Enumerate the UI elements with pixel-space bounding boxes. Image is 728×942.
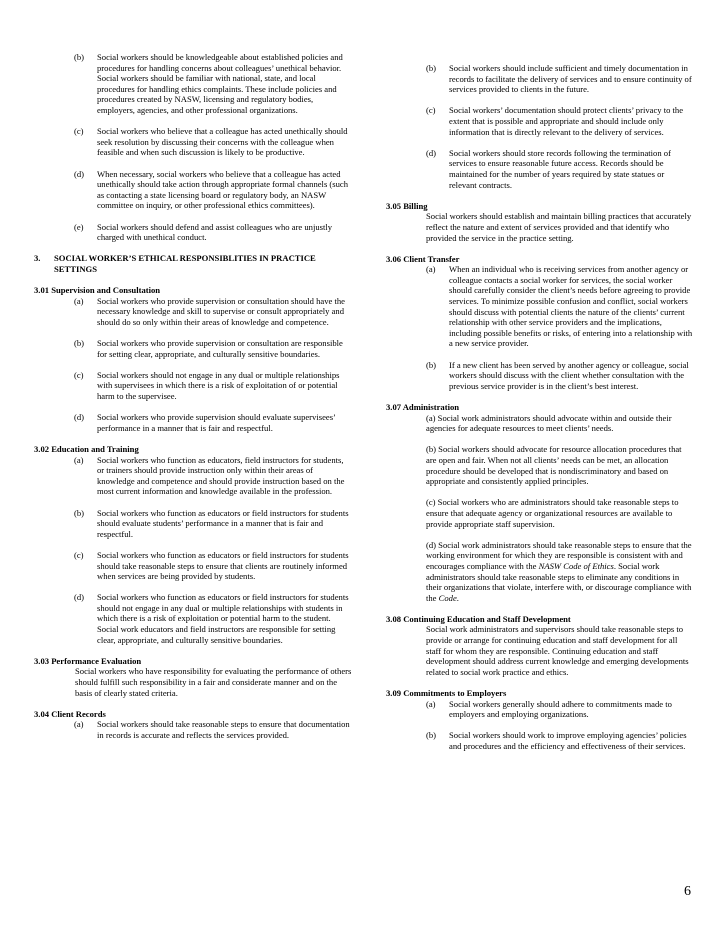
- paragraph: (a) Social work administrators should advocate within and outside their agencies for adequate resources to meet clients’ needs.: [426, 412, 672, 434]
- section-heading: 3.02 Education and Training: [34, 443, 139, 454]
- list-item: (d) Social workers who provide supervision should evaluate supervisees’ performance in a manner that is fair and respectful.: [74, 412, 336, 433]
- paragraph: Social workers who have responsibility for evaluating the performance of others should fulfill such responsibility in a fair and considerate manner and on the basis of clearly stated criteria.: [75, 666, 352, 698]
- paragraph: Social work administrators and supervisors should take reasonable steps to provide or arrange for continuing education and staff development for all staff for whom they are responsible. Continuing education and staff development should address current knowledge and emerging developments related to social work practice and ethics.: [426, 624, 689, 677]
- right-column: [386, 63, 694, 762]
- list-item: (d) When necessary, social workers who believe that a colleague has acted unethically should take action through appropriate formal channels (such as contacting a state licensing board or regulatory body, an NASW committee on inquiry, or other professional ethics committees).: [74, 168, 349, 211]
- list-item: (b) Social workers who provide supervision or consultation are responsible for setting clear, appropriate, and culturally sensitive boundaries.: [74, 338, 343, 359]
- list-item: (a) Social workers generally should adhere to commitments made to employers and employing organizations.: [426, 698, 672, 720]
- list-item: (d) Social workers who function as educators or field instructors for students should not engage in any dual or multiple relationships with students in which there is a risk of exploitation or potential harm to the student. Social work educators and field instructors are responsible for setting clear, appropriate, and culturally sensitive boundaries.: [74, 592, 349, 645]
- list-item: (b) Social workers who function as educators or field instructors for students should evaluate students’ performance in a manner that is fair and respectful.: [74, 507, 349, 539]
- section-heading: 3.08 Continuing Education and Staff Development: [386, 613, 571, 624]
- list-item: (b) Social workers should be knowledgeable about established policies and procedures for handling concerns about colleagues’ unethical behavior. Social workers should be familiar with national, state, and local procedures for handling ethics complaints. These include policies and procedures created by NASW, licensing and regulatory bodies, employers, agencies, and other professional organizations.: [74, 52, 343, 115]
- paragraph: Social workers should establish and maintain billing practices that accurately reflect the nature and extent of services provided and that identify who provided the service in the practice setting.: [426, 211, 692, 243]
- left-column: [34, 52, 352, 751]
- section-heading: 3.09 Commitments to Employers: [386, 688, 507, 699]
- section-heading: 3.04 Client Records: [34, 708, 106, 719]
- list-item: (c) Social workers who believe that a colleague has acted unethically should seek resolution by discussing their concerns with the colleague when feasible and when such discussion is likely to be productive.: [74, 126, 348, 158]
- list-item: (c) Social workers should not engage in any dual or multiple relationships with supervisees in which there is a risk of exploitation of or potential harm to the supervisee.: [74, 369, 340, 401]
- section-heading: 3.05 Billing: [386, 200, 428, 211]
- paragraph: (d) Social work administrators should take reasonable steps to ensure that the working environment for which they are responsible is consistent with and encourages compliance with the NASW Code of Ethics. Social work administrators should take reasonable steps to eliminate any conditions in their organizations that violate, interfere with, or discourage compliance with the Code.: [426, 539, 692, 603]
- section-heading: 3.03 Performance Evaluation: [34, 655, 142, 666]
- list-item: (c) Social workers’ documentation should protect clients’ privacy to the extent that is possible and appropriate and should include only information that is directly relevant to the delivery of services.: [426, 105, 684, 137]
- list-item: (c) Social workers who function as educators or field instructors for students should take reasonable steps to ensure that clients are routinely informed when services are being provided by students.: [74, 549, 349, 582]
- list-item: (b) Social workers should work to improve employing agencies’ policies and procedures and the efficiency and effectiveness of their services.: [426, 730, 687, 751]
- paragraph: (c) Social workers who are administrators should take reasonable steps to ensure that adequate agency or organizational resources are available to provide appropriate staff supervision.: [426, 497, 679, 529]
- page-number: 6: [684, 884, 691, 899]
- list-item: (a) Social workers should take reasonable steps to ensure that documentation in records is accurate and reflects the services provided.: [74, 719, 350, 740]
- list-item: (b) Social workers should include sufficient and timely documentation in records to facilitate the delivery of services and to ensure continuity of services provided to clients in the future.: [426, 63, 692, 95]
- list-item: (e) Social workers should defend and assist colleagues who are unjustly charged with unethical conduct.: [74, 221, 333, 243]
- section-heading: 3.06 Client Transfer: [386, 253, 460, 264]
- list-item: (a) Social workers who provide supervision or consultation should have the necessary knowledge and skill to supervise or consult appropriately and should do so only within their areas of knowledge and competence.: [74, 295, 345, 327]
- section-3-heading: 3. SOCIAL WORKER’S ETHICAL RESPONSIBLITIES IN PRACTICE SETTINGS: [34, 253, 316, 274]
- list-item: (d) Social workers should store records following the termination of services to ensure reasonable future access. Records should be maintained for the number of years required by state statues or relevant contracts.: [426, 147, 671, 190]
- section-heading: 3.01 Supervision and Consultation: [34, 285, 161, 296]
- section-heading: 3.07 Administration: [386, 402, 460, 412]
- paragraph: (b) Social workers should advocate for resource allocation procedures that are open and fair. When not all clients’ needs can be met, an allocation procedure should be developed that is nondiscriminatory and based on appropriate and consistently applied principles.: [426, 444, 682, 487]
- list-item: (a) Social workers who function as educators, field instructors for students, or trainers should provide instruction only within their areas of knowledge and competence and should provide instruction based on the most current information and knowledge available in the profession.: [74, 454, 345, 497]
- list-item: (a) When an individual who is receiving services from another agency or colleague contacts a social worker for services, the social worker should carefully consider the client’s needs before agreeing to provide services. To minimize possible confusion and conflict, social workers should discuss with potential clients the nature of the clients’ current relationship with other service providers and the implications, including possible benefits or risks, of entering into a relationship with a new service provider.: [426, 264, 693, 349]
- list-item: (b) If a new client has been served by another agency or colleague, social workers should discuss with the client whether consultation with the previous service provider is in the client’s best interest.: [426, 359, 689, 391]
